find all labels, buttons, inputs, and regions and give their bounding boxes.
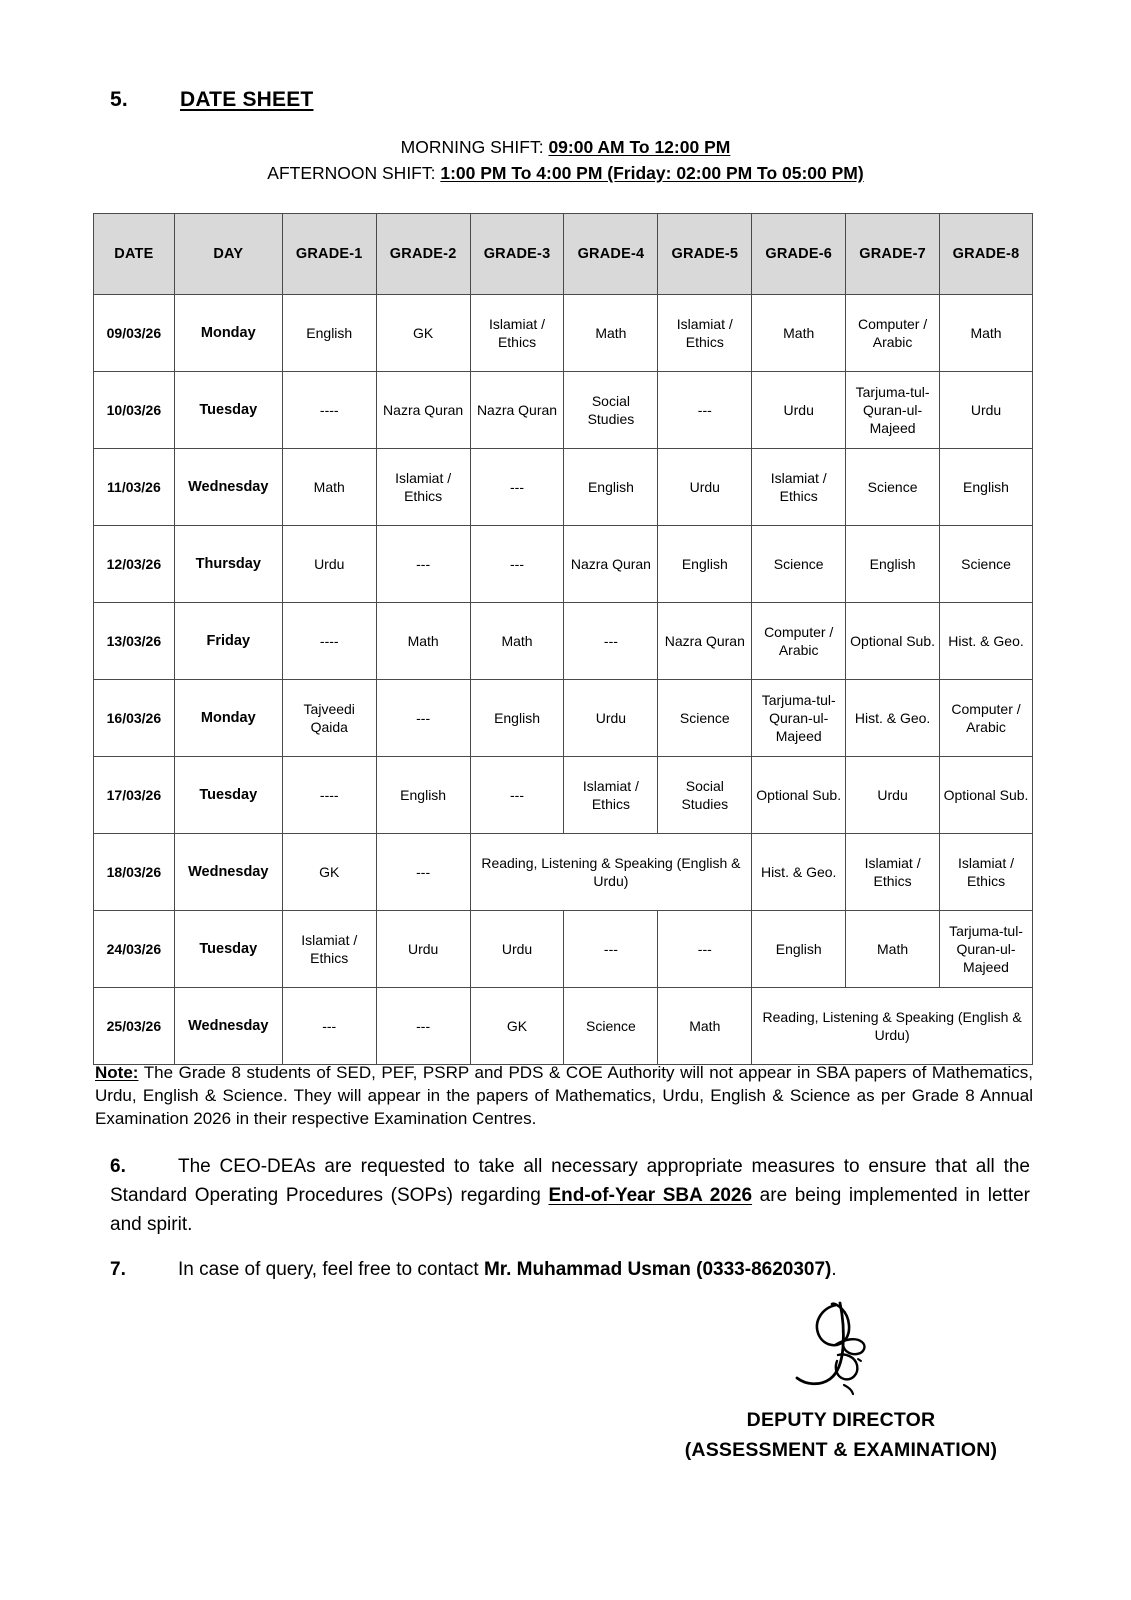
cell-subject: ---: [658, 911, 752, 988]
cell-date: 11/03/26: [94, 449, 175, 526]
shift-timings: [0, 134, 1131, 186]
cell-day: Monday: [174, 295, 282, 372]
cell-subject: Islamiat / Ethics: [752, 449, 846, 526]
cell-subject: Islamiat / Ethics: [658, 295, 752, 372]
cell-subject: Math: [940, 295, 1033, 372]
cell-date: 17/03/26: [94, 757, 175, 834]
cell-subject: Urdu: [376, 911, 470, 988]
cell-subject: Urdu: [470, 911, 564, 988]
cell-subject: ---: [470, 526, 564, 603]
cell-subject: Optional Sub.: [846, 603, 940, 680]
date-sheet-table: [93, 213, 1033, 1065]
note-text: The Grade 8 students of SED, PEF, PSRP and PDS & COE Authority will not appear in SBA papers of Mathematics, Urdu, English & Science. They will appear in the papers of Mathematics, Urdu, English & Science as per Grade 8 Annual Examination 2026 in their respective Examination Centres.: [95, 1063, 1033, 1128]
cell-subject: ---: [564, 911, 658, 988]
cell-subject: English: [940, 449, 1033, 526]
cell-subject: ---: [470, 757, 564, 834]
column-header-date: DATE: [94, 214, 175, 295]
cell-subject: Math: [564, 295, 658, 372]
table-row: [94, 372, 1033, 449]
cell-subject: English: [376, 757, 470, 834]
cell-subject: ---: [658, 372, 752, 449]
cell-subject: ---: [376, 526, 470, 603]
cell-subject: Islamiat / Ethics: [376, 449, 470, 526]
cell-date: 10/03/26: [94, 372, 175, 449]
paragraph-7-number: 7.: [110, 1259, 126, 1280]
cell-day: Wednesday: [174, 988, 282, 1065]
column-header-grade-2: GRADE-2: [376, 214, 470, 295]
table-row: [94, 988, 1033, 1065]
column-header-grade-6: GRADE-6: [752, 214, 846, 295]
cell-subject: Hist. & Geo.: [752, 834, 846, 911]
cell-subject: Nazra Quran: [470, 372, 564, 449]
afternoon-shift-label: AFTERNOON SHIFT:: [267, 163, 441, 183]
cell-subject: Islamiat / Ethics: [282, 911, 376, 988]
table-row: [94, 526, 1033, 603]
table-row: [94, 680, 1033, 757]
cell-date: 12/03/26: [94, 526, 175, 603]
afternoon-shift-value: 1:00 PM To 4:00 PM (Friday: 02:00 PM To 05:00 PM): [440, 163, 864, 183]
cell-subject: Science: [564, 988, 658, 1065]
column-header-grade-7: GRADE-7: [846, 214, 940, 295]
morning-shift-label: MORNING SHIFT:: [400, 137, 549, 157]
cell-subject: Islamiat / Ethics: [940, 834, 1033, 911]
signature-icon: [740, 1295, 920, 1405]
cell-subject: ----: [282, 757, 376, 834]
cell-subject: GK: [376, 295, 470, 372]
column-header-grade-3: GRADE-3: [470, 214, 564, 295]
table-row: [94, 295, 1033, 372]
cell-subject: ---: [376, 988, 470, 1065]
table-row: [94, 449, 1033, 526]
cell-subject: Urdu: [940, 372, 1033, 449]
column-header-grade-8: GRADE-8: [940, 214, 1033, 295]
cell-subject: Science: [846, 449, 940, 526]
cell-subject: Nazra Quran: [564, 526, 658, 603]
cell-subject: Science: [940, 526, 1033, 603]
header-row: [94, 214, 1033, 295]
cell-date: 13/03/26: [94, 603, 175, 680]
cell-subject: Math: [376, 603, 470, 680]
cell-subject: Tarjuma-tul-Quran-ul-Majeed: [752, 680, 846, 757]
paragraph-6: [110, 1152, 1030, 1239]
cell-subject: Urdu: [752, 372, 846, 449]
cell-subject: Social Studies: [564, 372, 658, 449]
column-header-grade-5: GRADE-5: [658, 214, 752, 295]
cell-subject: Optional Sub.: [940, 757, 1033, 834]
cell-date: 18/03/26: [94, 834, 175, 911]
table-row: [94, 757, 1033, 834]
cell-subject: Hist. & Geo.: [940, 603, 1033, 680]
cell-date: 24/03/26: [94, 911, 175, 988]
cell-date: 25/03/26: [94, 988, 175, 1065]
cell-subject: Computer / Arabic: [846, 295, 940, 372]
cell-day: Tuesday: [174, 911, 282, 988]
afternoon-shift-line: [0, 160, 1131, 186]
cell-day: Friday: [174, 603, 282, 680]
cell-subject: Nazra Quran: [658, 603, 752, 680]
cell-subject-merged: Reading, Listening & Speaking (English & Urdu): [752, 988, 1033, 1065]
paragraph-6-emphasis: End-of-Year SBA 2026: [548, 1185, 753, 1206]
cell-subject: English: [846, 526, 940, 603]
cell-subject: Computer / Arabic: [752, 603, 846, 680]
cell-subject: Science: [658, 680, 752, 757]
paragraph-7: [110, 1255, 1030, 1284]
morning-shift-value: 09:00 AM To 12:00 PM: [548, 137, 731, 157]
cell-date: 09/03/26: [94, 295, 175, 372]
cell-day: Thursday: [174, 526, 282, 603]
cell-subject: Social Studies: [658, 757, 752, 834]
cell-subject: ---: [376, 680, 470, 757]
cell-subject: Urdu: [564, 680, 658, 757]
cell-subject: Nazra Quran: [376, 372, 470, 449]
cell-subject: Islamiat / Ethics: [846, 834, 940, 911]
note-label: Note:: [95, 1063, 139, 1082]
cell-subject: Tajveedi Qaida: [282, 680, 376, 757]
column-header-day: DAY: [174, 214, 282, 295]
paragraph-7-emphasis: Mr. Muhammad Usman (0333-8620307): [483, 1259, 832, 1280]
cell-subject: Islamiat / Ethics: [564, 757, 658, 834]
cell-subject: English: [282, 295, 376, 372]
cell-subject-merged: Reading, Listening & Speaking (English & Urdu): [470, 834, 752, 911]
signature-designation: [531, 1405, 1131, 1465]
table-row: [94, 911, 1033, 988]
cell-subject: Urdu: [282, 526, 376, 603]
table-row: [94, 603, 1033, 680]
cell-subject: Urdu: [658, 449, 752, 526]
paragraph-6-number: 6.: [110, 1156, 126, 1177]
cell-subject: Tarjuma-tul-Quran-ul-Majeed: [940, 911, 1033, 988]
cell-date: 16/03/26: [94, 680, 175, 757]
cell-subject: English: [658, 526, 752, 603]
cell-day: Wednesday: [174, 449, 282, 526]
cell-day: Tuesday: [174, 757, 282, 834]
cell-subject: Tarjuma-tul-Quran-ul-Majeed: [846, 372, 940, 449]
cell-subject: Hist. & Geo.: [846, 680, 940, 757]
cell-day: Monday: [174, 680, 282, 757]
cell-subject: ---: [564, 603, 658, 680]
table-row: [94, 834, 1033, 911]
cell-subject: ---: [470, 449, 564, 526]
cell-subject: GK: [470, 988, 564, 1065]
cell-subject: Optional Sub.: [752, 757, 846, 834]
cell-subject: Islamiat / Ethics: [470, 295, 564, 372]
paragraph-6-text-before: The CEO-DEAs are requested to take all necessary appropriate measures to ensure that all the Standard Operating Procedures (SOPs) regarding: [110, 1156, 1030, 1206]
cell-subject: Math: [658, 988, 752, 1065]
cell-day: Wednesday: [174, 834, 282, 911]
cell-subject: Computer / Arabic: [940, 680, 1033, 757]
signature-image: [740, 1295, 920, 1405]
designation-line-1: DEPUTY DIRECTOR: [746, 1409, 936, 1431]
cell-subject: English: [752, 911, 846, 988]
morning-shift-line: [0, 134, 1131, 160]
cell-subject: Math: [752, 295, 846, 372]
cell-subject: ---: [376, 834, 470, 911]
column-header-grade-4: GRADE-4: [564, 214, 658, 295]
cell-subject: ----: [282, 372, 376, 449]
table-header: [94, 214, 1033, 295]
section-number: 5.: [110, 88, 128, 111]
designation-line-2: (ASSESSMENT & EXAMINATION): [684, 1439, 998, 1461]
cell-subject: English: [564, 449, 658, 526]
cell-subject: English: [470, 680, 564, 757]
paragraph-7-text-before: In case of query, feel free to contact: [178, 1259, 484, 1280]
cell-day: Tuesday: [174, 372, 282, 449]
table-body: [94, 295, 1033, 1065]
cell-subject: GK: [282, 834, 376, 911]
cell-subject: Math: [470, 603, 564, 680]
cell-subject: Math: [846, 911, 940, 988]
paragraph-7-text-after: .: [831, 1259, 837, 1280]
cell-subject: ----: [282, 603, 376, 680]
paragraph-6-text-after: are being implemented in letter and spirit.: [110, 1185, 1030, 1235]
section-title-text: DATE SHEET: [180, 88, 314, 111]
note-paragraph: [95, 1061, 1033, 1130]
cell-subject: Urdu: [846, 757, 940, 834]
cell-subject: Math: [282, 449, 376, 526]
column-header-grade-1: GRADE-1: [282, 214, 376, 295]
page-title: [110, 88, 1010, 112]
cell-subject: ---: [282, 988, 376, 1065]
cell-subject: Science: [752, 526, 846, 603]
